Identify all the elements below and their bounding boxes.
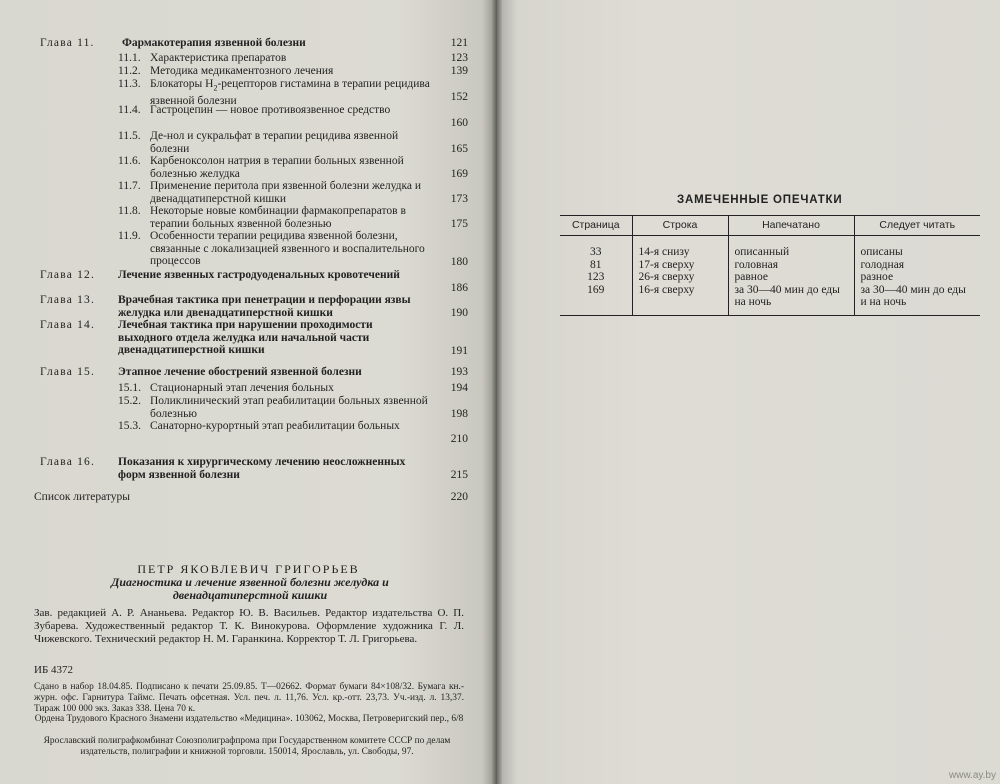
errata-table (560, 215, 980, 316)
page-number: 160 (450, 117, 468, 129)
left-page (0, 0, 497, 784)
page-number: 152 (450, 91, 468, 103)
errata-line: 26-я сверху (638, 271, 695, 283)
errata-printed: равное (734, 271, 768, 283)
chapter-label: Глава 16. (40, 456, 96, 468)
section-title: Санаторно-курортный этап реабилитации больных (150, 420, 400, 432)
errata-line: 17-я сверху (638, 258, 695, 271)
errata-title: ЗАМЕЧЕННЫЕ ОПЕЧАТКИ (677, 194, 843, 206)
errata-read: за 30—40 мин до еды и на ночь (860, 283, 966, 308)
page-number: 198 (450, 408, 468, 420)
section-title: Де-нол и сукральфат в терапии рецидива язвенной болезни (150, 130, 399, 155)
page-number: 180 (450, 256, 468, 268)
page-number: 194 (450, 382, 468, 394)
imprint-printer: Ярославский полиграфкомбинат Союзполиграфпрома при Государственном комитете СССР по делам издательств, полиграфии и книжной торговли. 150014, Ярославль, ул. Свободы, 97. (43, 736, 451, 757)
errata-page: 33 (590, 246, 602, 258)
page-number: 186 (450, 282, 468, 294)
chapter-label: Глава 14. (40, 319, 96, 331)
page-number: 210 (450, 433, 468, 445)
errata-header-row (560, 216, 980, 236)
errata-read: разное (860, 271, 894, 283)
section-number: 11.1. (118, 52, 141, 64)
imprint-ib-number: ИБ 4372 (34, 664, 74, 676)
section-title: Методика медикаментозного лечения (150, 65, 334, 77)
errata-page: 169 (587, 283, 605, 296)
chapter-title: Этапное лечение обострений язвенной болезни (118, 366, 362, 378)
section-title: Стационарный этап лечения больных (150, 382, 334, 394)
errata-lines-cell (632, 236, 728, 316)
section-number: 15.1. (118, 382, 141, 394)
page-number: 191 (450, 345, 468, 357)
errata-line: 16-я сверху (638, 283, 695, 296)
errata-printed-cell (728, 236, 854, 316)
chapter-label: Глава 15. (40, 366, 96, 378)
imprint-author: ПЕТР ЯКОВЛЕВИЧ ГРИГОРЬЕВ (137, 562, 360, 576)
page-number: 169 (450, 168, 468, 180)
right-page (497, 0, 1000, 784)
table-of-contents (0, 0, 497, 784)
errata-read: голодная (860, 258, 905, 271)
imprint-book-title: Диагностика и лечение язвенной болезни желудка и двенадцатиперстной кишки (111, 575, 389, 602)
section-title: Карбеноксолон натрия в терапии больных язвенной болезнью желудка (150, 155, 404, 180)
section-number: 11.2. (118, 65, 141, 77)
section-number: 11.6. (118, 155, 141, 167)
imprint-technical-data: Сдано в набор 18.04.85. Подписано к печати 25.09.85. Т—02662. Формат бумаги 84×108/32. Бумага кн.-журн. офс. Гарнитура Таймс. Печать офсетная. Усл. печ. л. 11,76. Усл. кр.-отт. 23,73. Уч.-изд. л. 13,37. Тираж 100 000 экз. Заказ 338. Цена 70 к. (34, 682, 464, 714)
header-line: Строка (632, 216, 728, 236)
section-title: Поликлинический этап реабилитации больных язвенной болезнью (150, 395, 428, 420)
imprint-publisher: Ордена Трудового Красного Знамени издательство «Медицина». 103062, Москва, Петроверигский пер., 6/8 (34, 714, 464, 724)
errata-printed: описанный (734, 246, 790, 258)
page-number: 173 (450, 193, 468, 205)
page-number: 190 (450, 307, 468, 319)
section-number: 15.2. (118, 395, 141, 407)
references-title: Список литературы (34, 491, 130, 503)
errata-printed: за 30—40 мин до еды на ночь (734, 283, 840, 308)
section-number: 11.8. (118, 205, 141, 217)
chapter-title: Фармакотерапия язвенной болезни (122, 37, 306, 49)
chapter-title: Показания к хирургическому лечению неосложненных форм язвенной болезни (118, 456, 406, 481)
header-printed: Напечатано (728, 216, 854, 236)
page-number: 215 (450, 469, 468, 481)
errata-body-row (560, 236, 980, 316)
errata-read: описаны (860, 246, 903, 258)
header-read: Следует читать (854, 216, 980, 236)
chapter-label: Глава 12. (40, 269, 96, 281)
section-number: 11.3. (118, 78, 141, 90)
watermark: www.ay.by (948, 770, 996, 781)
page-number: 165 (450, 143, 468, 155)
errata-pages-cell (560, 236, 632, 316)
errata-read-cell (854, 236, 980, 316)
section-title: Блокаторы $H_2$-рецепторов гистамина в терапии рецидива язвенной болезни (150, 78, 430, 107)
section-title: Применение перитола при язвенной болезни желудка и двенадцатиперстной кишки (150, 180, 422, 205)
section-title: Особенности терапии рецидива язвенной болезни, связанные с локализацией язвенного и воспалительного процессов (150, 230, 425, 267)
section-number: 11.7. (118, 180, 141, 192)
chapter-title: Лечебная тактика при нарушении проходимости выходного отдела желудка или начальной части двенадцатиперстной кишки (118, 319, 373, 356)
errata-line: 14-я снизу (638, 246, 690, 258)
section-title: Гастроцепин — новое противоязвенное средство (150, 104, 391, 116)
page-number: 123 (450, 52, 468, 64)
page-number: 193 (450, 366, 468, 378)
page-number: 121 (450, 37, 468, 49)
errata-page: 123 (587, 271, 605, 283)
page-number: 139 (450, 65, 468, 77)
section-title: Характеристика препаратов (150, 52, 287, 64)
page-number: 175 (450, 218, 468, 230)
chapter-title: Лечение язвенных гастродуоденальных кровотечений (118, 269, 400, 281)
section-number: 11.4. (118, 104, 141, 116)
section-number: 11.5. (118, 130, 141, 142)
errata-page: 81 (590, 258, 602, 271)
section-number: 15.3. (118, 420, 141, 432)
chapter-label: Глава 11. (40, 37, 95, 49)
section-title: Некоторые новые комбинации фармакопрепаратов в терапии больных язвенной болезнью (150, 205, 406, 230)
book-gutter (492, 0, 502, 784)
imprint-staff: Зав. редакцией А. Р. Ананьева. Редактор Ю. В. Васильев. Редактор издательства О. П. Зубарева. Художественный редактор Т. К. Винокурова. Оформление художника Г. Л. Чижевского. Технический редактор Н. М. Гаранкина. Корректор Т. Л. Григорьева. (34, 607, 464, 645)
errata-printed: головная (734, 258, 778, 271)
header-page: Страница (560, 216, 632, 236)
chapter-label: Глава 13. (40, 294, 96, 306)
page-number: 220 (450, 491, 468, 503)
section-number: 11.9. (118, 230, 141, 242)
chapter-title: Врачебная тактика при пенетрации и перфорации язвы желудка или двенадцатиперстной кишки (118, 294, 411, 319)
